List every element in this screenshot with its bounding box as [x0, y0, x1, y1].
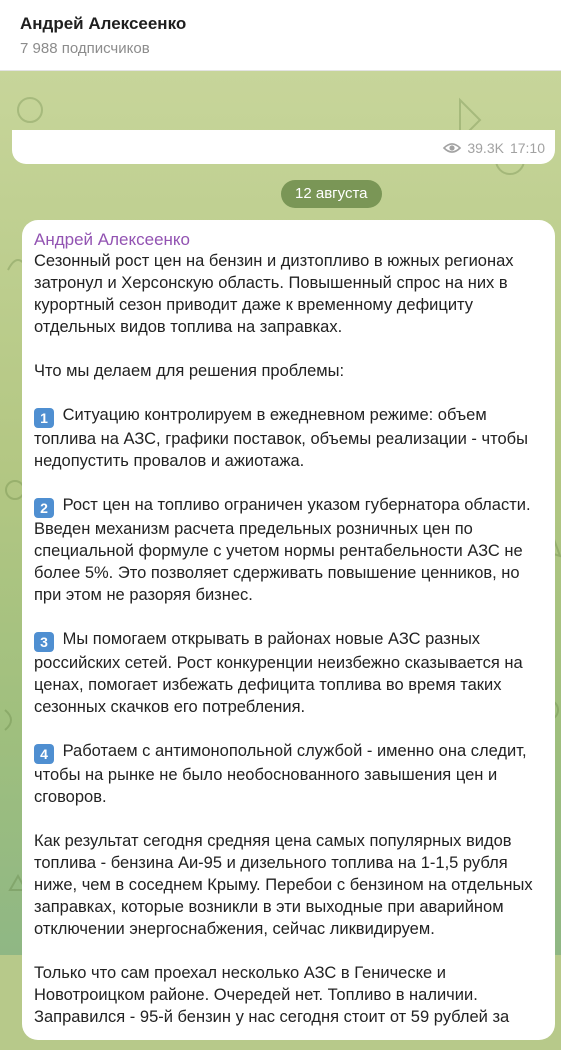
keycap-number-icon: 1	[34, 408, 54, 428]
message-text	[34, 250, 544, 1050]
message-paragraph: Только что сам проехал несколько АЗС в Геническе и Новотроицком районе. Очередей нет. Топливо в наличии. Заправился - 95-й бензин у нас сегодня стоит от 59 рублей за	[34, 964, 510, 1026]
message-time: 17:10	[509, 140, 545, 156]
channel-title[interactable]: Андрей Алексеенко	[20, 14, 187, 33]
date-separator: 12 августа	[281, 180, 382, 208]
eye-icon	[443, 142, 461, 154]
list-item-text: Рост цен на топливо ограничен указом губернатора области. Введен механизм расчета предельных розничных цен по специальной формуле с учетом нормы рентабельности АЗС не более 5%. Это позволяет сдерживать повышение ценников, но при этом не разоряя бизнес.	[34, 496, 531, 604]
list-item-text: Ситуацию контролируем в ежедневном режиме: объем топлива на АЗС, графики поставок, объемы реализации - чтобы недопустить провалов и ажиотажа.	[34, 406, 528, 470]
list-item-text: Работаем с антимонопольной службой - именно она следит, чтобы на рынке не было необоснованного завышения цен и сговоров.	[34, 742, 527, 806]
previous-message-meta	[443, 140, 545, 156]
list-item-text: Мы помогаем открывать в районах новые АЗС разных российских сетей. Рост конкуренции неизбежно сказывается на ценах, помогает избежать дефицита топлива во время таких сезонных скачков его потребления.	[34, 630, 523, 716]
list-item	[34, 404, 544, 472]
message-paragraph: Как результат сегодня средняя цена самых популярных видов топлива - бензина Аи-95 и дизельного топлива на 1-1,5 рубля ниже, чем в соседнем Крыму. Перебои с бензином на отдельных заправках, которые возникли в эти выходные при аварийном отключении энергоснабжения, сейчас ликвидируем.	[34, 832, 533, 938]
keycap-number-icon: 2	[34, 498, 54, 518]
list-item	[34, 494, 544, 606]
keycap-number-icon: 4	[34, 744, 54, 764]
chat-background	[0, 70, 561, 1026]
message-bubble[interactable]	[22, 220, 555, 1040]
keycap-number-icon: 3	[34, 632, 54, 652]
view-count: 39.3K	[467, 140, 504, 156]
message-paragraph: Сезонный рост цен на бензин и дизтопливо в южных регионах затронул и Херсонскую область. Повышенный спрос на них в курортный сезон приводит даже к временному дефициту отдельных видов топлива на заправках.	[34, 252, 514, 336]
subscriber-count: 7 988 подписчиков	[20, 40, 150, 57]
message-author[interactable]: Андрей Алексеенко	[34, 230, 190, 249]
channel-header[interactable]	[0, 0, 561, 71]
message-paragraph: Что мы делаем для решения проблемы:	[34, 362, 345, 380]
list-item	[34, 740, 544, 808]
list-item	[34, 628, 544, 718]
